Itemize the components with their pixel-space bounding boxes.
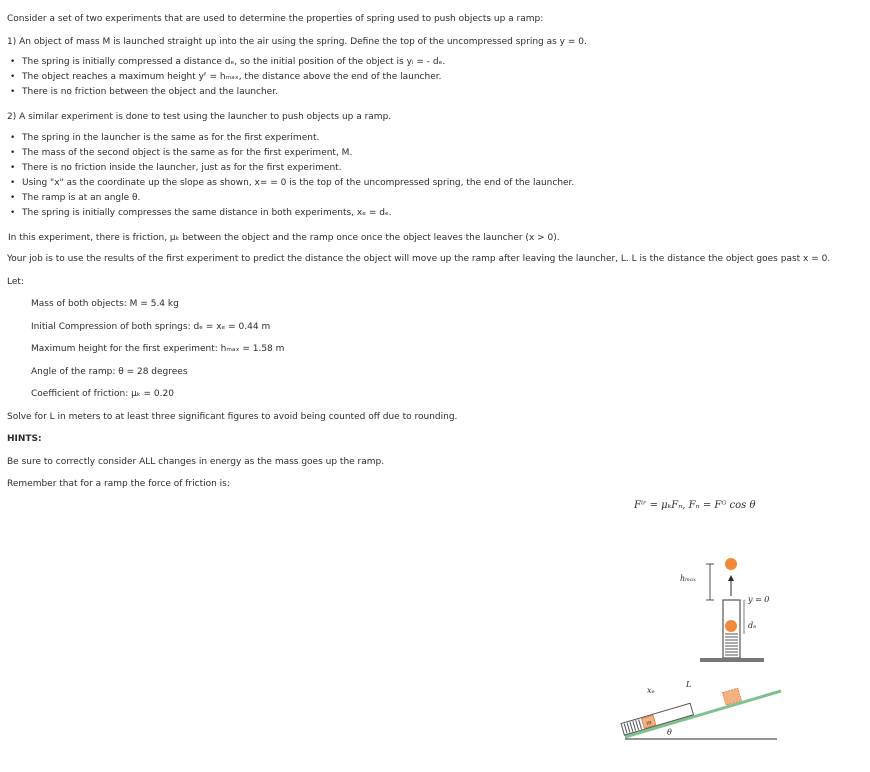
L-label: L (686, 680, 692, 689)
ramp-surface (625, 691, 781, 737)
given-mass: Mass of both objects: M = 5.4 kg (31, 299, 179, 309)
ball-top (725, 558, 737, 570)
experiment-2-bullets (10, 131, 574, 221)
list-item: • The spring is initially compressed a distance dₑ, so the initial position of the object is yᵢ = - dₑ. (10, 55, 445, 70)
spring-vertical (725, 634, 738, 655)
hint-friction: Remember that for a ramp the force of friction is: (7, 479, 230, 489)
dc-label: dₑ (748, 621, 757, 630)
given-friction: Coefficient of friction: μₖ = 0.20 (31, 389, 174, 399)
ramp-launcher (621, 688, 742, 735)
experiment-1-heading: 1) An object of mass M is launched straight up into the air using the spring. Define the top of the uncompressed spring as y = 0. (7, 37, 587, 47)
list-item: • The spring is initially compresses the same distance in both experiments, xₑ = dₑ. (10, 206, 574, 221)
let-label: Let: (7, 277, 24, 287)
list-item: • Using "x" as the coordinate up the slope as shown, x= = 0 is the top of the uncompressed spring, the end of the launcher. (10, 176, 574, 191)
vertical-launcher-figure (660, 548, 800, 668)
list-item: • The spring in the launcher is the same as for the first experiment. (10, 131, 574, 146)
list-item: • There is no friction between the object and the launcher. (10, 85, 445, 100)
experiment-2-heading: 2) A similar experiment is done to test using the launcher to push objects up a ramp. (7, 112, 392, 122)
hint-energy: Be sure to correctly consider ALL changes in energy as the mass goes up the ramp. (7, 457, 385, 467)
ramp-launcher-figure (615, 675, 785, 745)
list-item: • There is no friction inside the launcher, just as for the first experiment. (10, 161, 574, 176)
list-item: • The object reaches a maximum height yᶠ = hₘₐₓ, the distance above the end of the launcher. (10, 70, 445, 85)
mass-label: m (645, 719, 653, 728)
job-text: Your job is to use the results of the first experiment to predict the distance the object will move up the ramp after leaving the launcher, L. L is the distance the object goes past x = 0. (7, 254, 831, 264)
experiment-1-bullets (10, 55, 445, 100)
intro-text: Consider a set of two experiments that are used to determine the properties of spring used to push objects up a ramp: (7, 14, 544, 24)
given-compression: Initial Compression of both springs: dₑ = xₑ = 0.44 m (31, 322, 271, 332)
launcher-base (700, 658, 764, 662)
xc-label: xₑ (647, 686, 655, 695)
friction-text: In this experiment, there is friction, μₖ between the object and the ramp once once the object leaves the launcher (x > 0). (8, 233, 560, 243)
solve-text: Solve for L in meters to at least three significant figures to avoid being counted off due to rounding. (7, 412, 458, 422)
friction-formula: Fⁱʳ = μₖFₙ, Fₙ = Fᴳ cos θ (634, 500, 756, 511)
arrow-head-icon (728, 575, 734, 581)
hints-label: HINTS: (7, 434, 42, 444)
given-max-height: Maximum height for the first experiment: hₘₐₓ = 1.58 m (31, 344, 285, 354)
theta-label: θ (667, 728, 672, 737)
list-item: • The ramp is at an angle θ. (10, 191, 574, 206)
hmax-label: hₘₐₓ (680, 574, 696, 583)
y0-label: y = 0 (748, 595, 770, 604)
list-item: • The mass of the second object is the same as for the first experiment, M. (10, 146, 574, 161)
given-angle: Angle of the ramp: θ = 28 degrees (31, 367, 188, 377)
ball-compressed (725, 620, 737, 632)
